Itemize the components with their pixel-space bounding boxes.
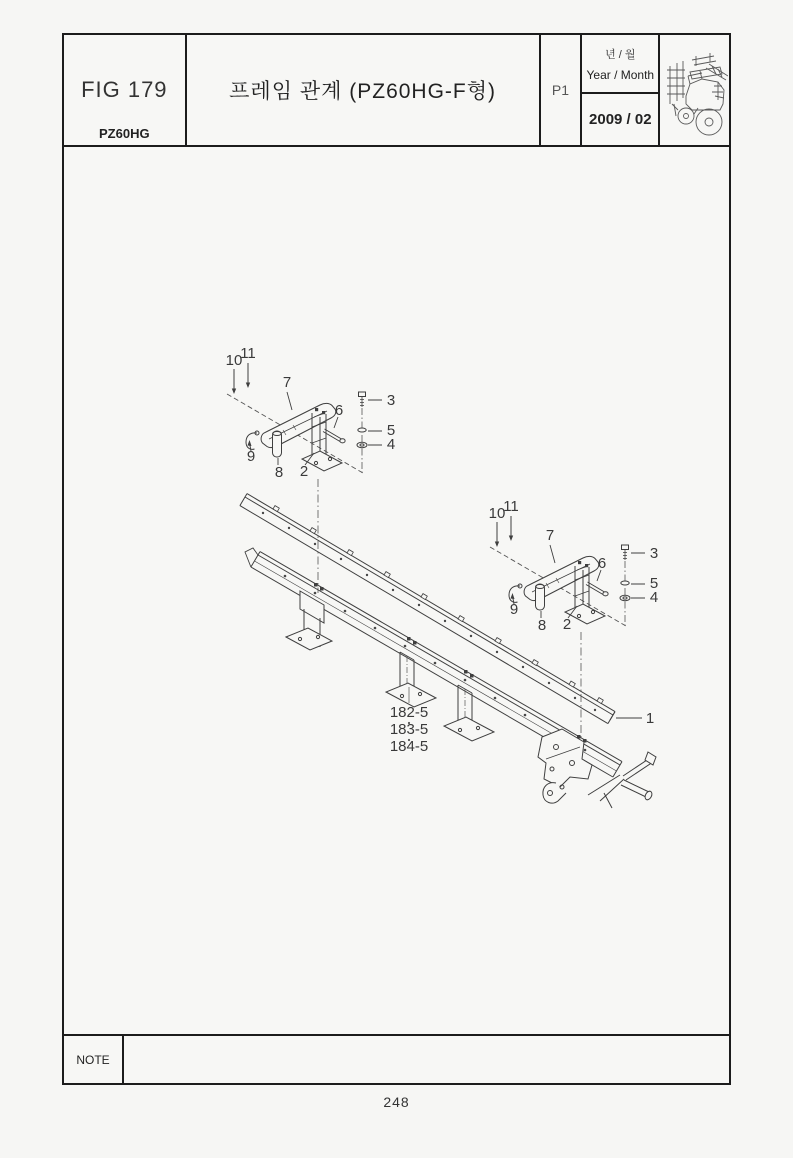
callout-2-right: 2 <box>562 616 572 633</box>
page-number: 248 <box>383 1094 410 1110</box>
rice-transplanter-icon <box>662 38 728 142</box>
callout-10-right: 10 <box>488 505 506 522</box>
fig-cell <box>64 35 187 145</box>
machine-thumbnail-cell <box>660 35 729 145</box>
callout-1: 1 <box>645 710 655 727</box>
callout-10-left: 10 <box>225 352 243 369</box>
note-row <box>64 1034 729 1083</box>
date-label <box>582 35 658 94</box>
part-label-184-5: 184-5 <box>389 738 429 755</box>
title-cell <box>187 35 541 145</box>
fig-number: FIG 179 <box>81 77 168 102</box>
note-content <box>124 1036 729 1083</box>
callout-9-left: 9 <box>246 448 256 465</box>
callout-9-right: 9 <box>509 601 519 618</box>
callout-2-left: 2 <box>299 463 309 480</box>
date-cell <box>582 35 660 145</box>
callout-5-right: 5 <box>649 575 659 592</box>
model-code: PZ60HG <box>99 126 150 141</box>
callout-11-left: 11 <box>240 345 256 362</box>
date-value: 2009 / 02 <box>589 111 652 128</box>
callout-6-left: 6 <box>334 402 344 419</box>
note-label: NOTE <box>64 1036 124 1083</box>
callout-4-left: 4 <box>386 436 396 453</box>
date-label-english: Year / Month <box>586 67 655 82</box>
callout-5-left: 5 <box>386 422 396 439</box>
parts-diagram <box>64 147 729 1036</box>
callout-4-right: 4 <box>649 589 659 606</box>
page-code-cell <box>541 35 583 145</box>
date-label-korean: 년 / 월 <box>605 48 636 61</box>
diagram-area <box>64 147 729 1036</box>
callout-3-right: 3 <box>649 545 659 562</box>
header <box>64 35 729 147</box>
callout-6-right: 6 <box>597 555 607 572</box>
page-frame <box>62 33 731 1085</box>
page-title: 프레임 관계 (PZ60HG-F형) <box>229 80 497 103</box>
callout-11-right: 11 <box>503 498 519 515</box>
part-label-182-5: 182-5 <box>389 704 429 721</box>
callout-7-right: 7 <box>545 527 555 544</box>
callout-7-left: 7 <box>282 374 292 391</box>
page-code: P1 <box>551 82 570 98</box>
callout-8-right: 8 <box>537 617 547 634</box>
part-label-183-5: 183-5 <box>389 721 429 738</box>
callout-8-left: 8 <box>274 464 284 481</box>
callout-3-left: 3 <box>386 392 396 409</box>
